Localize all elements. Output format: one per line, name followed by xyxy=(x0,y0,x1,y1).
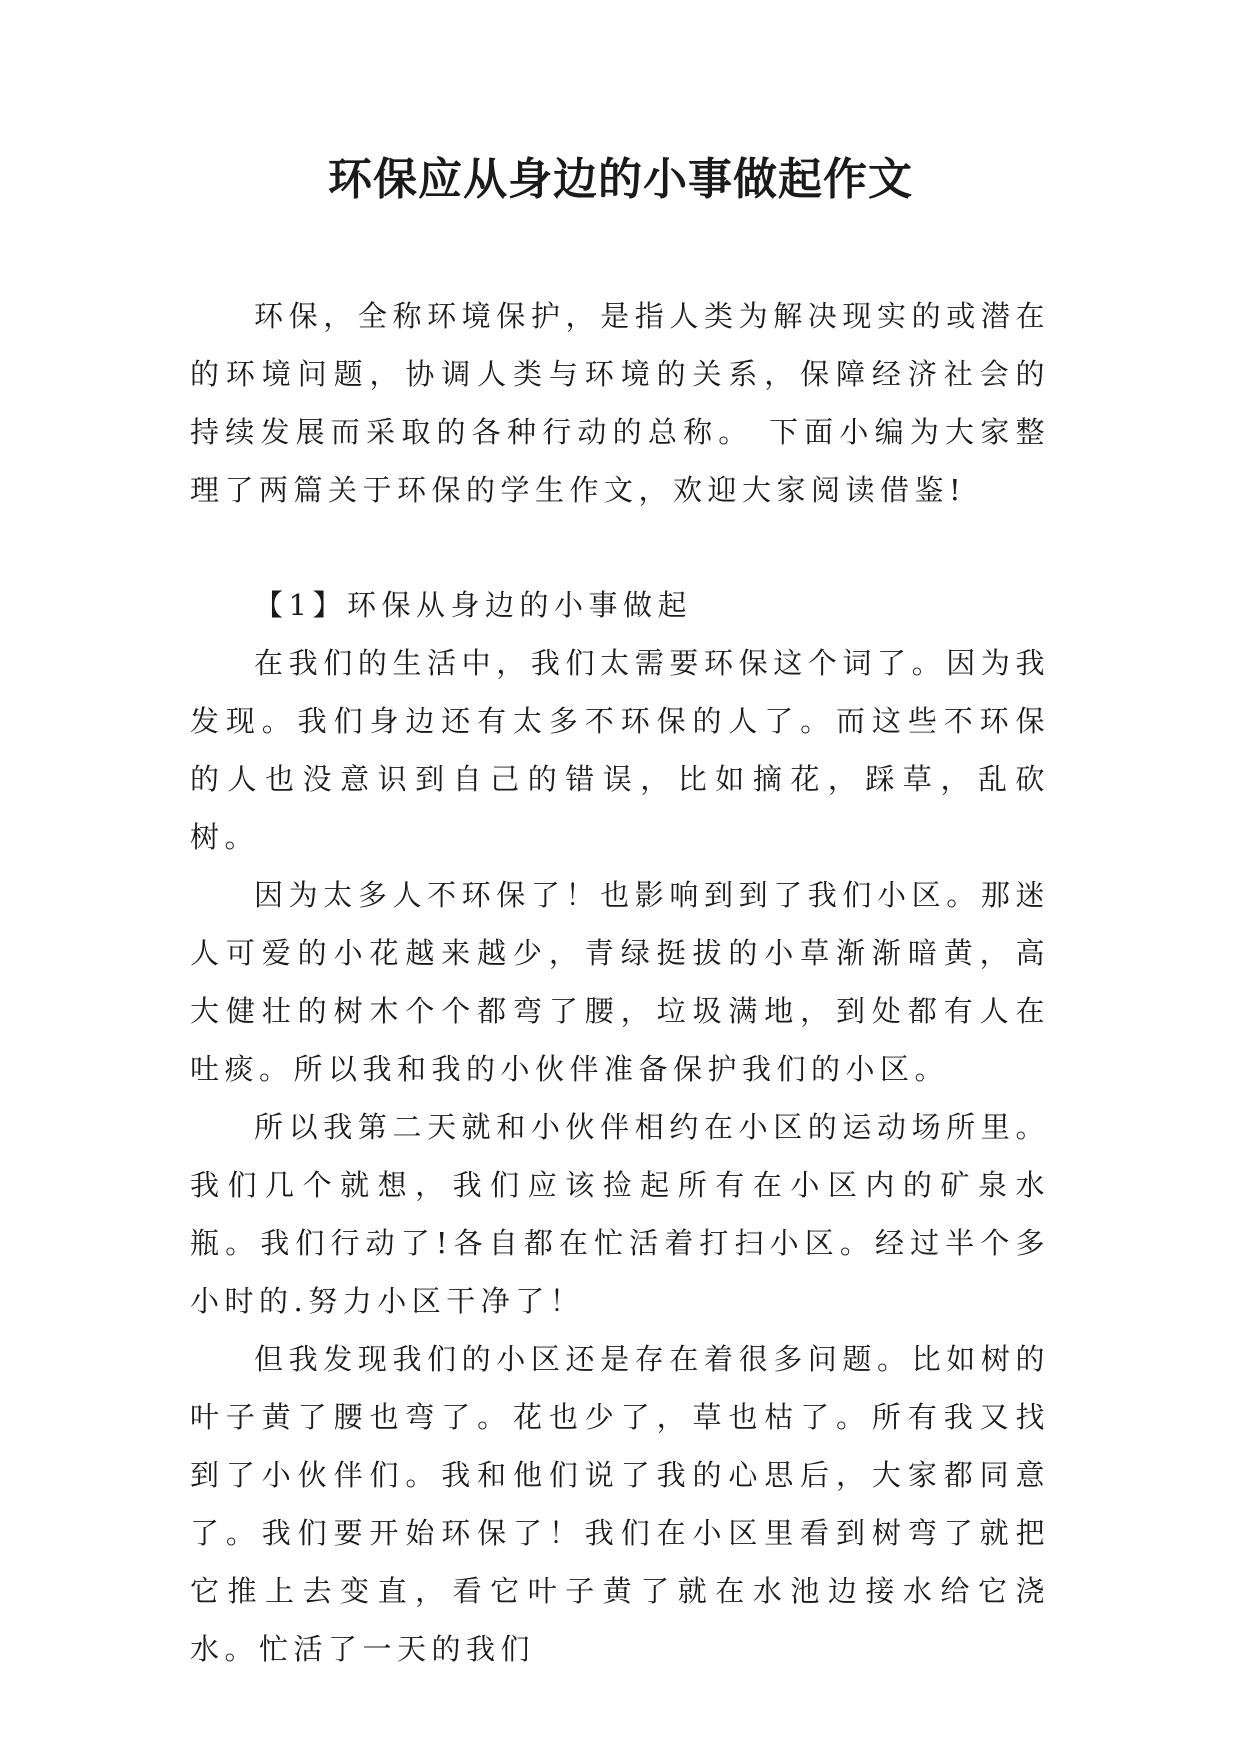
essay-paragraph: 所以我第二天就和小伙伴相约在小区的运动场所里。我们几个就想，我们应该捡起所有在小区内的矿泉水瓶。我们行动了!各自都在忙活着打扫小区。经过半个多小时的.努力小区干净了！ xyxy=(190,1110,1050,1318)
intro-paragraph: 环保，全称环境保护，是指人类为解决现实的或潜在的环境问题，协调人类与环境的关系，保障经济社会的持续发展而采取的各种行动的总称。 下面小编为大家整理了两篇关于环保的学生作文，欢迎大家阅读借鉴! xyxy=(190,299,1050,507)
essay-heading: 【1】环保从身边的小事做起 xyxy=(254,588,692,622)
document-title: 环保应从身边的小事做起作文 xyxy=(328,154,913,205)
essay-section xyxy=(190,576,1050,1678)
intro-section xyxy=(190,287,1050,519)
essay-paragraph: 因为太多人不环保了！也影响到到了我们小区。那迷人可爱的小花越来越少，青绿挺拔的小草渐渐暗黄，高大健壮的树木个个都弯了腰，垃圾满地，到处都有人在吐痰。所以我和我的小伙伴准备保护我们的小区。 xyxy=(190,878,1050,1086)
essay-paragraph: 但我发现我们的小区还是存在着很多问题。比如树的叶子黄了腰也弯了。花也少了，草也枯了。所有我又找到了小伙伴们。我和他们说了我的心思后，大家都同意了。我们要开始环保了！我们在小区里看到树弯了就把它推上去变直，看它叶子黄了就在水池边接水给它浇水。忙活了一天的我们 xyxy=(190,1342,1050,1666)
essay-paragraph: 在我们的生活中，我们太需要环保这个词了。因为我发现。我们身边还有太多不环保的人了。而这些不环保的人也没意识到自己的错误，比如摘花，踩草，乱砍树。 xyxy=(190,646,1050,854)
